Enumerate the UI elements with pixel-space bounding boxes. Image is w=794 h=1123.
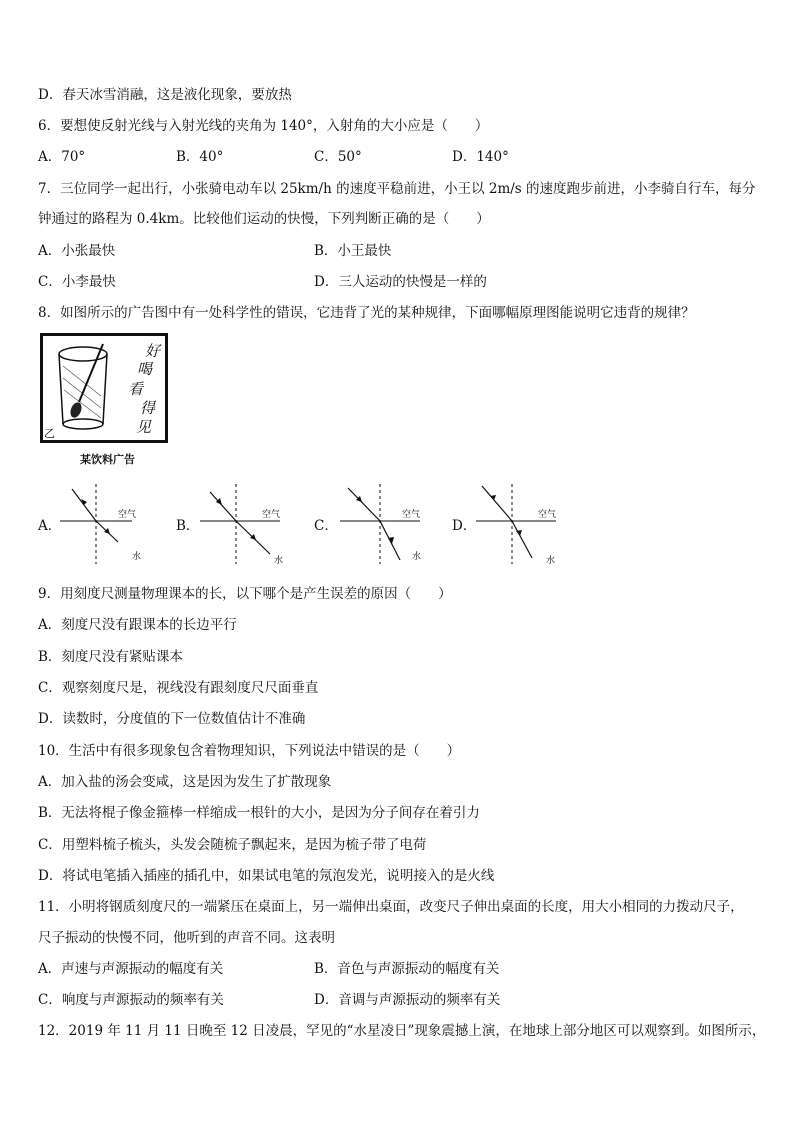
q6-option-c: C．50° bbox=[314, 149, 362, 165]
q7-option-d: D．三人运动的快慢是一样的 bbox=[314, 274, 487, 290]
q11-option-d: D．音调与声源振动的频率有关 bbox=[314, 992, 501, 1008]
q8-option-a-diagram bbox=[60, 484, 160, 564]
q8-option-b-diagram bbox=[200, 484, 300, 564]
q10-stem: 10．生活中有很多现象包含着物理知识，下列说法中错误的是（ ） bbox=[38, 743, 461, 759]
q8-option-d-label: D． bbox=[452, 518, 477, 534]
q6-option-a: A．70° bbox=[38, 149, 86, 165]
q10-option-a: A．加入盐的汤会变咸，这是因为发生了扩散现象 bbox=[38, 774, 332, 790]
q8-option-d-diagram bbox=[476, 484, 576, 564]
q7-option-b: B．小王最快 bbox=[314, 243, 392, 259]
ad-text-5: 见 bbox=[136, 418, 152, 436]
q8-a-water-label: 水 bbox=[132, 552, 142, 562]
q11-stem-line1: 11．小明将钢质刻度尺的一端紧压在桌面上，另一端伸出桌面，改变尺子伸出桌面的长度，用大小相同的力拨动尺子， bbox=[38, 899, 744, 915]
q8-d-air-label: 空气 bbox=[538, 510, 557, 520]
q7-option-a: A．小张最快 bbox=[38, 243, 116, 259]
q8-a-air-label: 空气 bbox=[118, 510, 137, 520]
q9-option-d: D．读数时，分度值的下一位数值估计不准确 bbox=[38, 711, 306, 727]
q11-option-b: B．音色与声源振动的幅度有关 bbox=[314, 961, 500, 977]
q8-b-water-label: 水 bbox=[274, 556, 284, 566]
q7-option-c: C．小李最快 bbox=[38, 274, 116, 290]
q8-c-water-label: 水 bbox=[412, 552, 422, 562]
q10-option-b: B．无法将棍子像金箍棒一样缩成一根针的大小，是因为分子间存在着引力 bbox=[38, 805, 480, 821]
q8-option-b-label: B． bbox=[176, 518, 200, 534]
q5-option-d: D．春天冰雪消融，这是液化现象，要放热 bbox=[38, 87, 292, 103]
q8-d-water-label: 水 bbox=[546, 556, 556, 566]
ad-corner-label: 乙 bbox=[44, 427, 55, 440]
q8-option-c-label: C． bbox=[314, 518, 338, 534]
q9-option-a: A．刻度尺没有跟课本的长边平行 bbox=[38, 617, 237, 633]
ad-text-4: 得 bbox=[140, 399, 156, 417]
q9-option-b: B．刻度尺没有紧贴课本 bbox=[38, 649, 183, 665]
q9-stem: 9．用刻度尺测量物理课本的长，以下哪个是产生误差的原因（ ） bbox=[38, 586, 452, 602]
q8-b-air-label: 空气 bbox=[262, 510, 281, 520]
q11-option-c: C．响度与声源振动的频率有关 bbox=[38, 992, 224, 1008]
q11-stem-line2: 尺子振动的快慢不同，他听到的声音不同。这表明 bbox=[38, 930, 335, 946]
q6-stem: 6．要想使反射光线与入射光线的夹角为 140°，入射角的大小应是（ ） bbox=[38, 118, 489, 134]
q11-option-a: A．声速与声源振动的幅度有关 bbox=[38, 961, 224, 977]
q12-stem: 12．2019 年 11 月 11 日晚至 12 日凌晨，罕见的“水星凌日”现象震撼上演，在地球上部分地区可以观察到。如图所示， bbox=[38, 1023, 766, 1039]
q8-c-air-label: 空气 bbox=[402, 510, 421, 520]
q10-option-d: D．将试电笔插入插座的插孔中，如果试电笔的氖泡发光，说明接入的是火线 bbox=[38, 868, 495, 884]
q8-option-c-diagram bbox=[340, 484, 440, 564]
q6-option-d: D．140° bbox=[452, 149, 509, 165]
q8-stem: 8．如图所示的广告图中有一处科学性的错误，它违背了光的某种规律，下面哪幅原理图能说明它违背的规律？ bbox=[38, 305, 695, 321]
ad-text-2: 喝 bbox=[137, 360, 153, 378]
q6-option-b: B．40° bbox=[176, 149, 224, 165]
q9-option-c: C．观察刻度尺是，视线没有跟刻度尺尺面垂直 bbox=[38, 680, 319, 696]
q10-option-c: C．用塑料梳子梳头，头发会随梳子飘起来，是因为梳子带了电荷 bbox=[38, 837, 427, 853]
q7-stem-line1: 7．三位同学一起出行，小张骑电动车以 25km/h 的速度平稳前进，小王以 2m/s 的速度跑步前进，小李骑自行车，每分 bbox=[38, 181, 756, 197]
q7-stem-line2: 钟通过的路程为 0.4km。比较他们运动的快慢，下列判断正确的是（ ） bbox=[38, 211, 490, 227]
ad-caption: 某饮料广告 bbox=[80, 453, 135, 466]
ad-text-1: 好 bbox=[145, 342, 161, 360]
ad-text-3: 看 bbox=[128, 380, 144, 398]
q8-option-a-label: A． bbox=[38, 518, 62, 534]
